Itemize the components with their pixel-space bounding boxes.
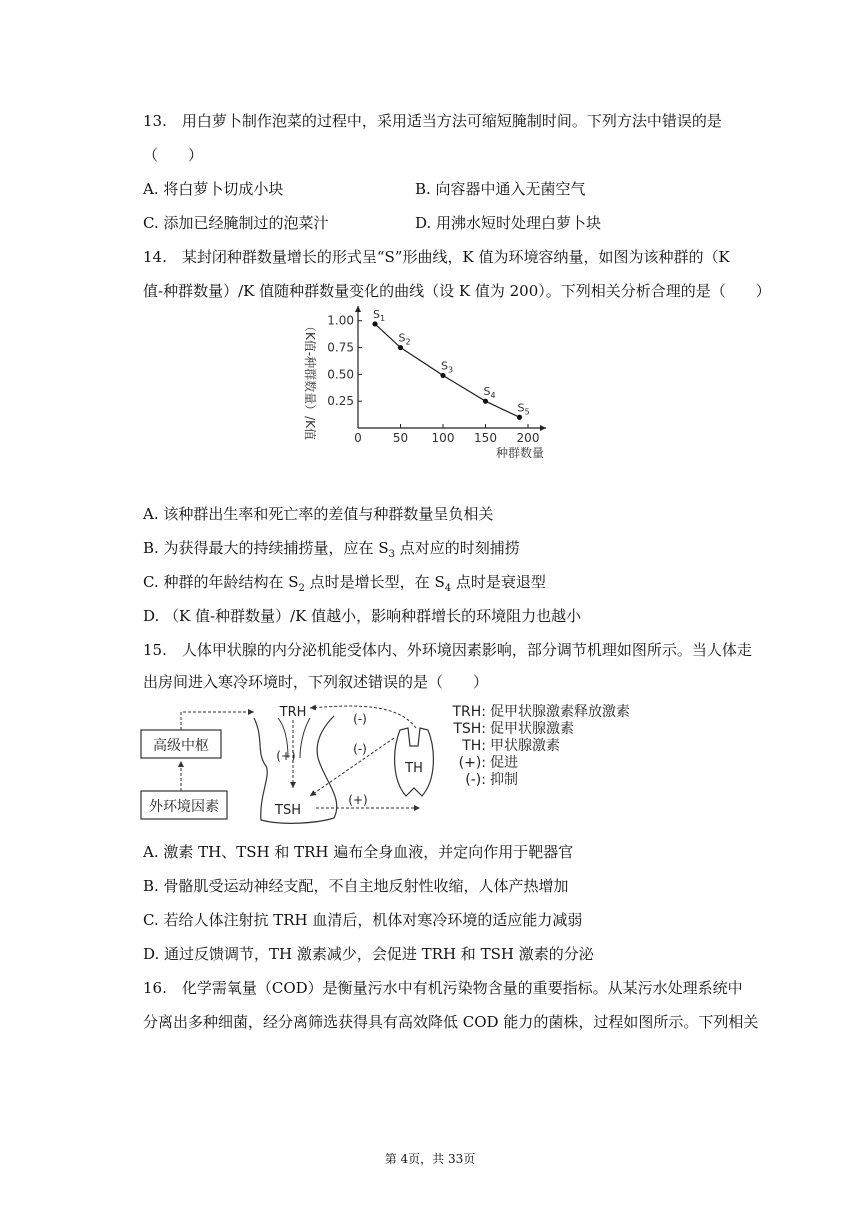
legend-text-th: 甲状腺激素 [490,738,560,754]
th-label: TH [405,761,423,776]
y-tick-label: 1.00 [327,313,354,328]
data-point-label: $S_4$ [483,385,496,401]
higher-center-label: 高级中枢 [153,738,209,754]
tsh-label: TSH [275,803,301,818]
minus-sign-th-trh: (-) [353,712,367,726]
y-tick-label: 0.25 [327,394,354,409]
legend-key-tsh: TSH: [453,721,486,737]
x-axis-arrow [540,425,546,431]
page-footer: 第 4页，共 33页 [384,1152,476,1166]
q14-option-c: C. 种群的年龄结构在 $S_2$ 点时是增长型，在 $S_4$ 点时是衰退型 [143,573,546,594]
data-point-label: $S_3$ [441,359,454,375]
q15-option-d: D. 通过反馈调节，TH 激素减少，会促进 TRH 和 TSH 激素的分泌 [143,945,594,963]
q14-option-a: A. 该种群出生率和死亡率的差值与种群数量呈负相关 [143,505,494,523]
x-tick-label: 200 [516,431,540,445]
q14-option-b: B. 为获得最大的持续捕捞量，应在 $S_3$ 点对应的时刻捕捞 [143,539,520,560]
legend-text-minus: 抑制 [490,772,518,788]
legend-text-plus: 促进 [490,755,518,771]
q15-stem-line1: 15. 人体甲状腺的内分泌机能受体内、外环境因素影响，部分调节机理如图所示。当人体走 [143,641,752,659]
q13-option-a: A. 将白萝卜切成小块 [143,180,284,198]
plus-sign-tsh-th: (+) [348,793,368,807]
q15-option-c: C. 若给人体注射抗 TRH 血清后，机体对寒冷环境的适应能力减弱 [143,911,583,929]
q15-stem-line2: 出房间进入寒冷环境时，下列叙述错误的是（ ） [143,673,489,691]
q13-stem-line2: （ ） [143,146,204,164]
y-tick-label: 0.75 [327,340,354,355]
population-chart [292,300,572,474]
legend [451,704,630,788]
data-point-label: $S_2$ [398,331,411,347]
data-point [440,373,445,378]
q13-stem-line1: 13. 用白萝卜制作泡菜的过程中，采用适当方法可缩短腌制时间。下列方法中错误的是 [143,112,722,130]
q13-option-d: D. 用沸水短时处理白萝卜块 [415,214,602,232]
q16-stem-line2: 分离出多种细菌，经分离筛选获得具有高效降低 COD 能力的菌株，过程如图所示。下列相关 [143,1013,759,1031]
q15-option-a: A. 激素 TH、TSH 和 TRH 遍布全身血液，并定向作用于靶器官 [143,843,574,861]
y-tick-label: 0.50 [327,367,354,382]
data-point [398,345,403,350]
x-tick-label: 0 [354,431,362,445]
q16-stem-line1: 16. 化学需氧量（COD）是衡量污水中有机污染物含量的重要指标。从某污水处理系统中 [143,979,743,997]
legend-key-minus: (-): [465,772,486,788]
x-tick-label: 150 [474,431,497,445]
legend-key-plus: (+): [458,755,486,771]
chart-ylabel: （K值-种群数量）/K值 [303,319,317,441]
data-point [483,399,488,404]
q13-option-b: B. 向容器中通入无菌空气 [415,180,586,198]
external-factors-label: 外环境因素 [149,799,219,815]
x-tick-label: 100 [431,431,455,445]
q14-stem-line2: 值-种群数量）/K 值随种群数量变化的曲线（设 K 值为 200）。下列相关分析合理的是（ ） [143,282,771,300]
legend-text-tsh: 促甲状腺激素 [490,721,574,737]
q14-stem-line1: 14. 某封闭种群数量增长的形式呈“S”形曲线，K 值为环境容纳量，如图为该种群的（K [143,248,730,266]
chart-xlabel: 种群数量 [495,446,545,460]
legend-key-th: TH: [462,738,486,754]
thyroid-regulation-diagram [138,698,708,834]
data-point-label: $S_1$ [373,307,386,323]
trh-label: TRH [279,705,307,720]
data-point [517,415,522,420]
minus-sign-th-tsh: (-) [353,742,367,756]
legend-text-trh: 促甲状腺激素释放激素 [490,704,630,720]
population-chart-svg [292,300,572,470]
q15-option-b: B. 骨骼肌受运动神经支配，不自主地反射性收缩，人体产热增加 [143,877,569,895]
plus-sign-trh-tsh: (+) [276,749,296,763]
x-tick-label: 50 [392,431,409,445]
q13-option-c: C. 添加已经腌制过的泡菜汁 [143,214,329,232]
legend-key-trh: TRH: [452,704,486,720]
data-point [372,321,377,326]
y-axis-arrow [355,306,361,312]
data-point-label: $S_5$ [517,401,530,417]
q14-option-d: D. （K 值-种群数量）/K 值越小，影响种群增长的环境阻力也越小 [143,607,582,625]
